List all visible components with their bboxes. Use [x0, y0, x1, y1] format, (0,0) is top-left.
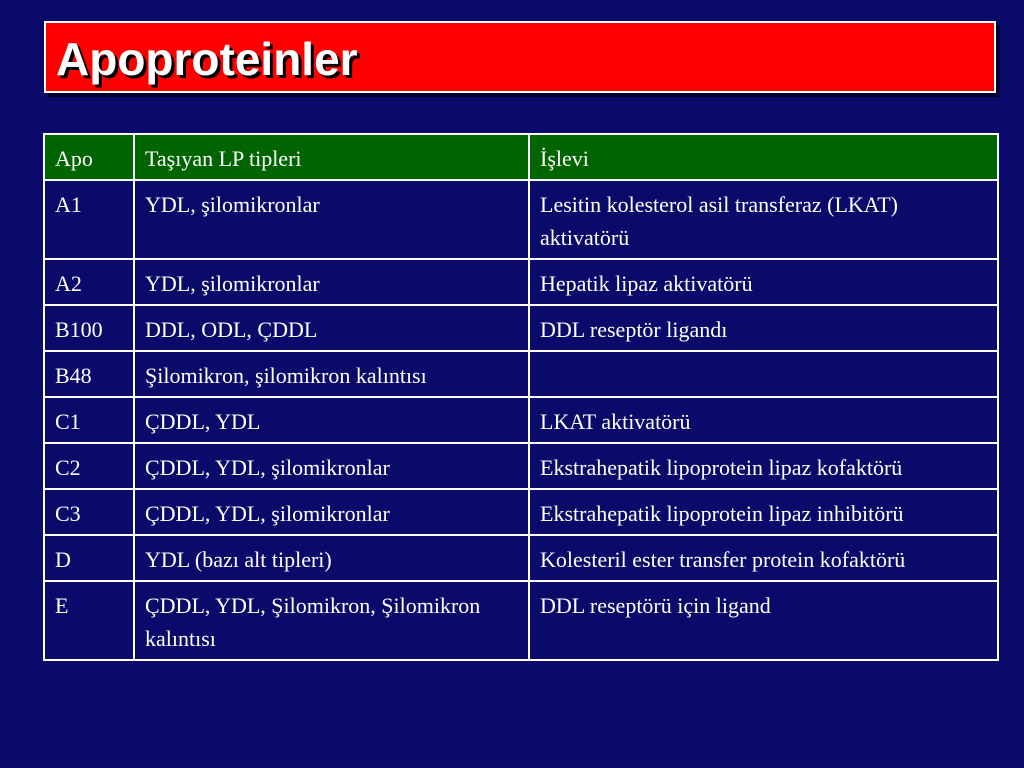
cell-carrier-lp: YDL (bazı alt tipleri)	[134, 535, 529, 581]
cell-function: DDL reseptör ligandı	[529, 305, 998, 351]
cell-apo: C2	[44, 443, 134, 489]
table-row	[44, 259, 998, 305]
cell-function: Lesitin kolesterol asil transferaz (LKAT) aktivatörü	[529, 180, 998, 259]
table-row	[44, 397, 998, 443]
cell-function: Ekstrahepatik lipoprotein lipaz kofaktörü	[529, 443, 998, 489]
table-row	[44, 351, 998, 397]
table-row	[44, 489, 998, 535]
cell-carrier-lp: Şilomikron, şilomikron kalıntısı	[134, 351, 529, 397]
cell-function: LKAT aktivatörü	[529, 397, 998, 443]
cell-apo: B100	[44, 305, 134, 351]
cell-apo: B48	[44, 351, 134, 397]
cell-function: Hepatik lipaz aktivatörü	[529, 259, 998, 305]
cell-carrier-lp: YDL, şilomikronlar	[134, 180, 529, 259]
cell-apo: A1	[44, 180, 134, 259]
cell-apo: C3	[44, 489, 134, 535]
cell-apo: D	[44, 535, 134, 581]
column-header-function: İşlevi	[529, 134, 998, 180]
cell-carrier-lp: DDL, ODL, ÇDDL	[134, 305, 529, 351]
column-header-carrier-lp: Taşıyan LP tipleri	[134, 134, 529, 180]
table-row	[44, 180, 998, 259]
table-row	[44, 443, 998, 489]
page-title: Apoproteinler	[56, 33, 358, 85]
cell-carrier-lp: ÇDDL, YDL, şilomikronlar	[134, 443, 529, 489]
cell-carrier-lp: YDL, şilomikronlar	[134, 259, 529, 305]
column-header-apo: Apo	[44, 134, 134, 180]
cell-apo: C1	[44, 397, 134, 443]
cell-function	[529, 351, 998, 397]
table-header-row	[44, 134, 998, 180]
cell-function: DDL reseptörü için ligand	[529, 581, 998, 660]
cell-function: Ekstrahepatik lipoprotein lipaz inhibitörü	[529, 489, 998, 535]
table-row	[44, 581, 998, 660]
table-row	[44, 535, 998, 581]
cell-apo: A2	[44, 259, 134, 305]
table-row	[44, 305, 998, 351]
apoprotein-table	[43, 133, 999, 661]
title-banner	[44, 21, 996, 93]
cell-function: Kolesteril ester transfer protein kofaktörü	[529, 535, 998, 581]
cell-carrier-lp: ÇDDL, YDL, Şilomikron, Şilomikron kalıntısı	[134, 581, 529, 660]
cell-carrier-lp: ÇDDL, YDL, şilomikronlar	[134, 489, 529, 535]
cell-apo: E	[44, 581, 134, 660]
cell-carrier-lp: ÇDDL, YDL	[134, 397, 529, 443]
